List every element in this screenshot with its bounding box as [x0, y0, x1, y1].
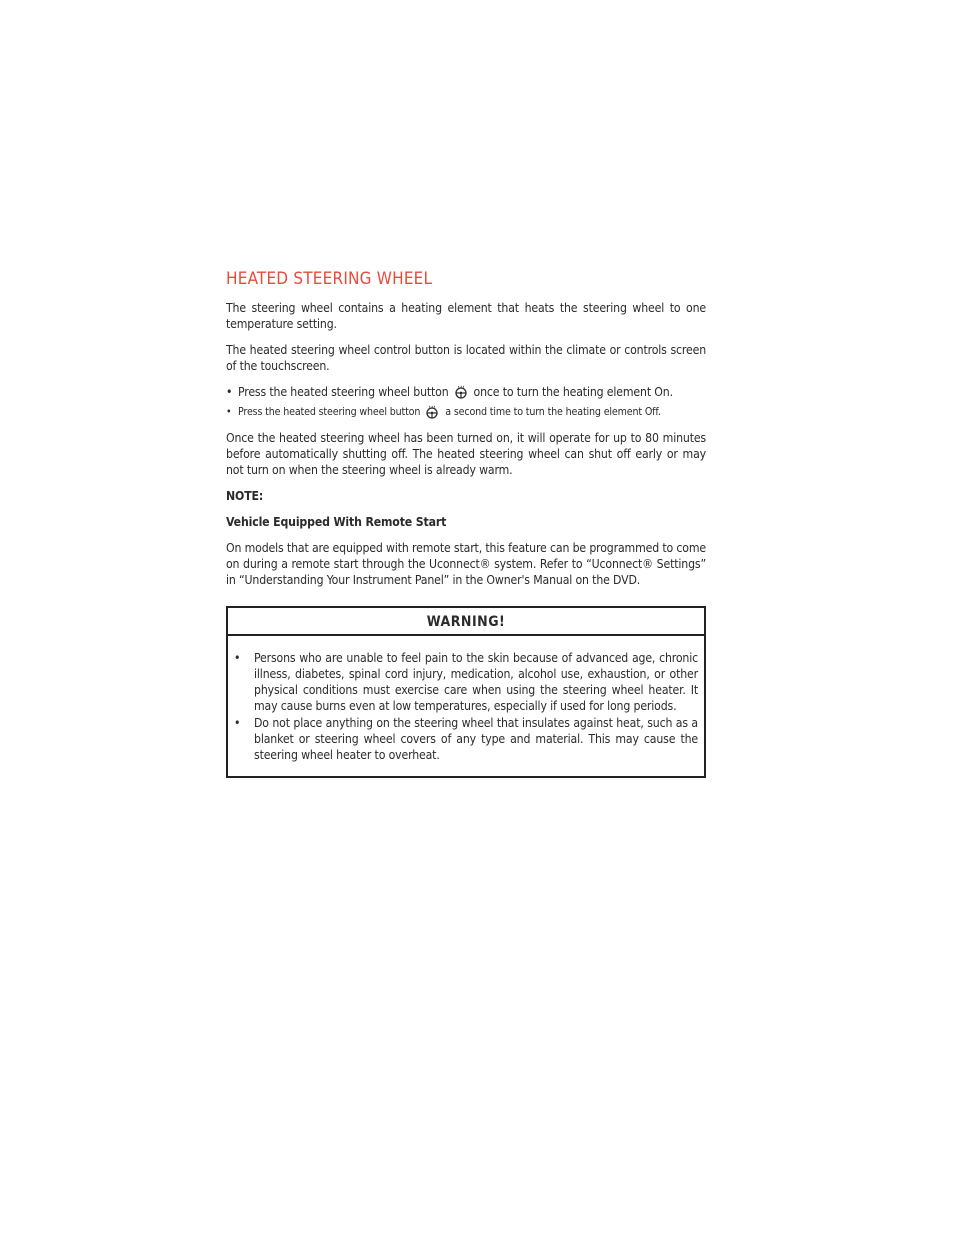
warning-title: WARNING! — [228, 608, 704, 636]
bullet-glyph: • — [226, 406, 232, 418]
list-item-text-after: once to turn the heating element On. — [473, 385, 673, 399]
warning-list — [228, 636, 704, 776]
list-item-text-before: Press the heated steering wheel button — [238, 385, 449, 399]
list-item-text-before: Press the heated steering wheel button — [238, 406, 421, 418]
list-item-text-after: a second time to turn the heating element Off. — [445, 406, 661, 418]
warning-item-text: Do not place anything on the steering wheel that insulates against heat, such as a blanket or steering wheel covers of any type and material. This may cause the steering wheel heater to overheat. — [254, 716, 698, 762]
instruction-list — [226, 384, 706, 420]
operation-paragraph: Once the heated steering wheel has been turned on, it will operate for up to 80 minutes before automatically shutting off. The heated steering wheel can shut off early or may not turn on when the steering wheel is already warm. — [226, 431, 706, 477]
list-item — [226, 404, 706, 420]
heated-steering-wheel-icon — [454, 385, 468, 399]
intro-paragraph: The steering wheel contains a heating element that heats the steering wheel to one temperature setting. — [226, 301, 706, 331]
bullet-glyph: • — [226, 385, 233, 399]
bullet-glyph: • — [234, 651, 241, 665]
warning-item — [234, 650, 698, 714]
heated-steering-wheel-icon — [425, 405, 439, 419]
list-item — [226, 384, 706, 400]
warning-box — [226, 606, 706, 778]
note-paragraph: On models that are equipped with remote start, this feature can be programmed to come on during a remote start through the Uconnect® system. Refer to “Uconnect® Settings” in “Understanding Your Instrument Panel” in the Owner's Manual on the DVD. — [226, 541, 706, 587]
warning-item-text: Persons who are unable to feel pain to the skin because of advanced age, chronic illness, diabetes, spinal cord injury, medication, alcohol use, exhaustion, or other physical conditions must exercise care when using the steering wheel heater. It may cause burns even at low temperatures, especially if used for long periods. — [254, 651, 698, 713]
note-heading: Vehicle Equipped With Remote Start — [226, 515, 447, 529]
note-label: NOTE: — [226, 489, 264, 503]
warning-item — [234, 715, 698, 763]
section-title: HEATED STEERING WHEEL — [226, 269, 433, 289]
location-paragraph: The heated steering wheel control button is located within the climate or controls screen of the touchscreen. — [226, 343, 706, 373]
bullet-glyph: • — [234, 716, 241, 730]
manual-section — [226, 268, 706, 778]
